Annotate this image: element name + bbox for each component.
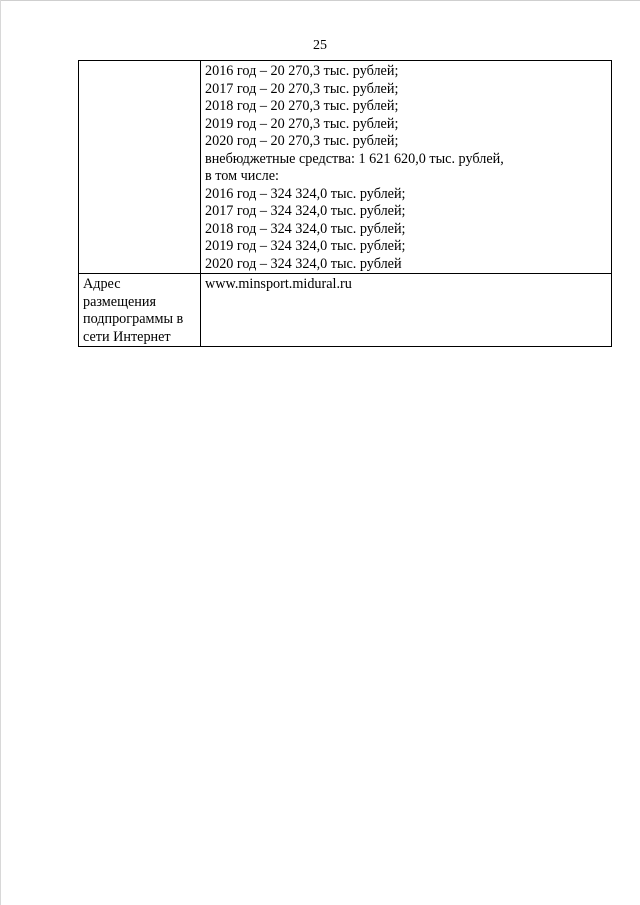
table-cell-funding-values [201, 61, 612, 274]
table-cell-label [79, 61, 201, 274]
funding-line: 2020 год – 324 324,0 тыс. рублей [205, 255, 402, 272]
funding-line: 2019 год – 324 324,0 тыс. рублей; [205, 238, 406, 254]
address-label-line: сети Интернет [83, 328, 171, 345]
funding-line: 2017 год – 324 324,0 тыс. рублей; [205, 203, 406, 219]
table-row-funding [79, 61, 612, 274]
funding-line: 2018 год – 20 270,3 тыс. рублей; [205, 98, 399, 114]
funding-line: 2016 год – 20 270,3 тыс. рублей; [205, 63, 399, 79]
funding-line: в том числе: [205, 168, 279, 184]
scan-edge-top [0, 0, 640, 1]
website-url: www.minsport.midural.ru [205, 276, 352, 292]
scan-edge-left [0, 0, 1, 905]
funding-line: 2020 год – 20 270,3 тыс. рублей; [205, 133, 399, 149]
funding-line: 2017 год – 20 270,3 тыс. рублей; [205, 80, 399, 97]
table-row-internet-address [79, 274, 612, 347]
table-cell-address-value [201, 274, 612, 347]
address-label-line: размещения [83, 293, 157, 310]
funding-line: внебюджетные средства: 1 621 620,0 тыс. рублей, [205, 150, 504, 167]
table-cell-address-label [79, 274, 201, 347]
page-number: 25 [313, 38, 327, 53]
funding-line: 2018 год – 324 324,0 тыс. рублей; [205, 220, 406, 237]
subprogram-passport-table [78, 60, 612, 347]
funding-line: 2019 год – 20 270,3 тыс. рублей; [205, 115, 399, 132]
funding-line: 2016 год – 324 324,0 тыс. рублей; [205, 185, 406, 202]
address-label-line: Адрес [83, 276, 121, 292]
address-label-line: подпрограммы в [83, 311, 184, 327]
